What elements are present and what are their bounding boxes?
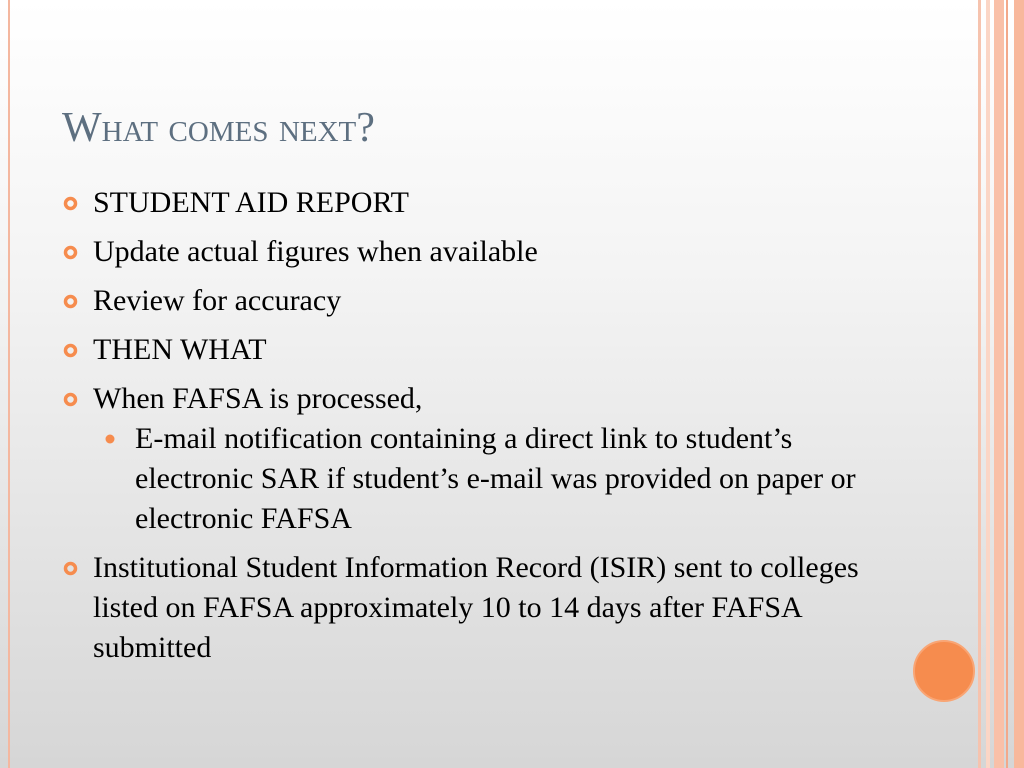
- bullet-text: Institutional Student Information Record (ISIR) sent to colleges listed on FAFSA approximately 10 to 14 days after FAFSA submitted: [93, 551, 859, 664]
- stripe: [1006, 0, 1008, 768]
- ring-bullet-icon: [63, 245, 78, 260]
- sub-bullet-list: [93, 419, 862, 539]
- list-item: [62, 281, 862, 321]
- list-item: [62, 232, 862, 272]
- list-item: [62, 379, 862, 539]
- right-decorative-stripes: [978, 0, 1024, 768]
- ring-bullet-icon: [63, 392, 78, 407]
- bullet-text: STUDENT AID REPORT: [93, 186, 409, 219]
- bullet-text: When FAFSA is processed,: [93, 382, 423, 415]
- list-item: [62, 183, 862, 223]
- stripe: [986, 0, 990, 768]
- list-item: [62, 548, 862, 668]
- bullet-list: [62, 183, 862, 677]
- ring-bullet-icon: [63, 294, 78, 309]
- ring-bullet-icon: [63, 343, 78, 358]
- dot-bullet-icon: [105, 434, 115, 444]
- ring-bullet-icon: [63, 561, 78, 576]
- ring-bullet-icon: [63, 196, 78, 211]
- orange-circle-icon: [913, 640, 975, 702]
- stripe: [994, 0, 1004, 768]
- slide-title: What comes next?: [62, 105, 375, 151]
- bullet-text: THEN WHAT: [93, 333, 267, 366]
- bullet-text: Review for accuracy: [93, 284, 342, 317]
- sub-list-item: [93, 419, 862, 539]
- left-border-line: [8, 0, 10, 768]
- sub-bullet-text: E-mail notification containing a direct link to student’s electronic SAR if student’s e-mail was provided on paper or electronic FAFSA: [135, 422, 856, 535]
- bullet-text: Update actual figures when available: [93, 235, 538, 268]
- stripe: [1014, 0, 1024, 768]
- stripe: [978, 0, 981, 768]
- list-item: [62, 330, 862, 370]
